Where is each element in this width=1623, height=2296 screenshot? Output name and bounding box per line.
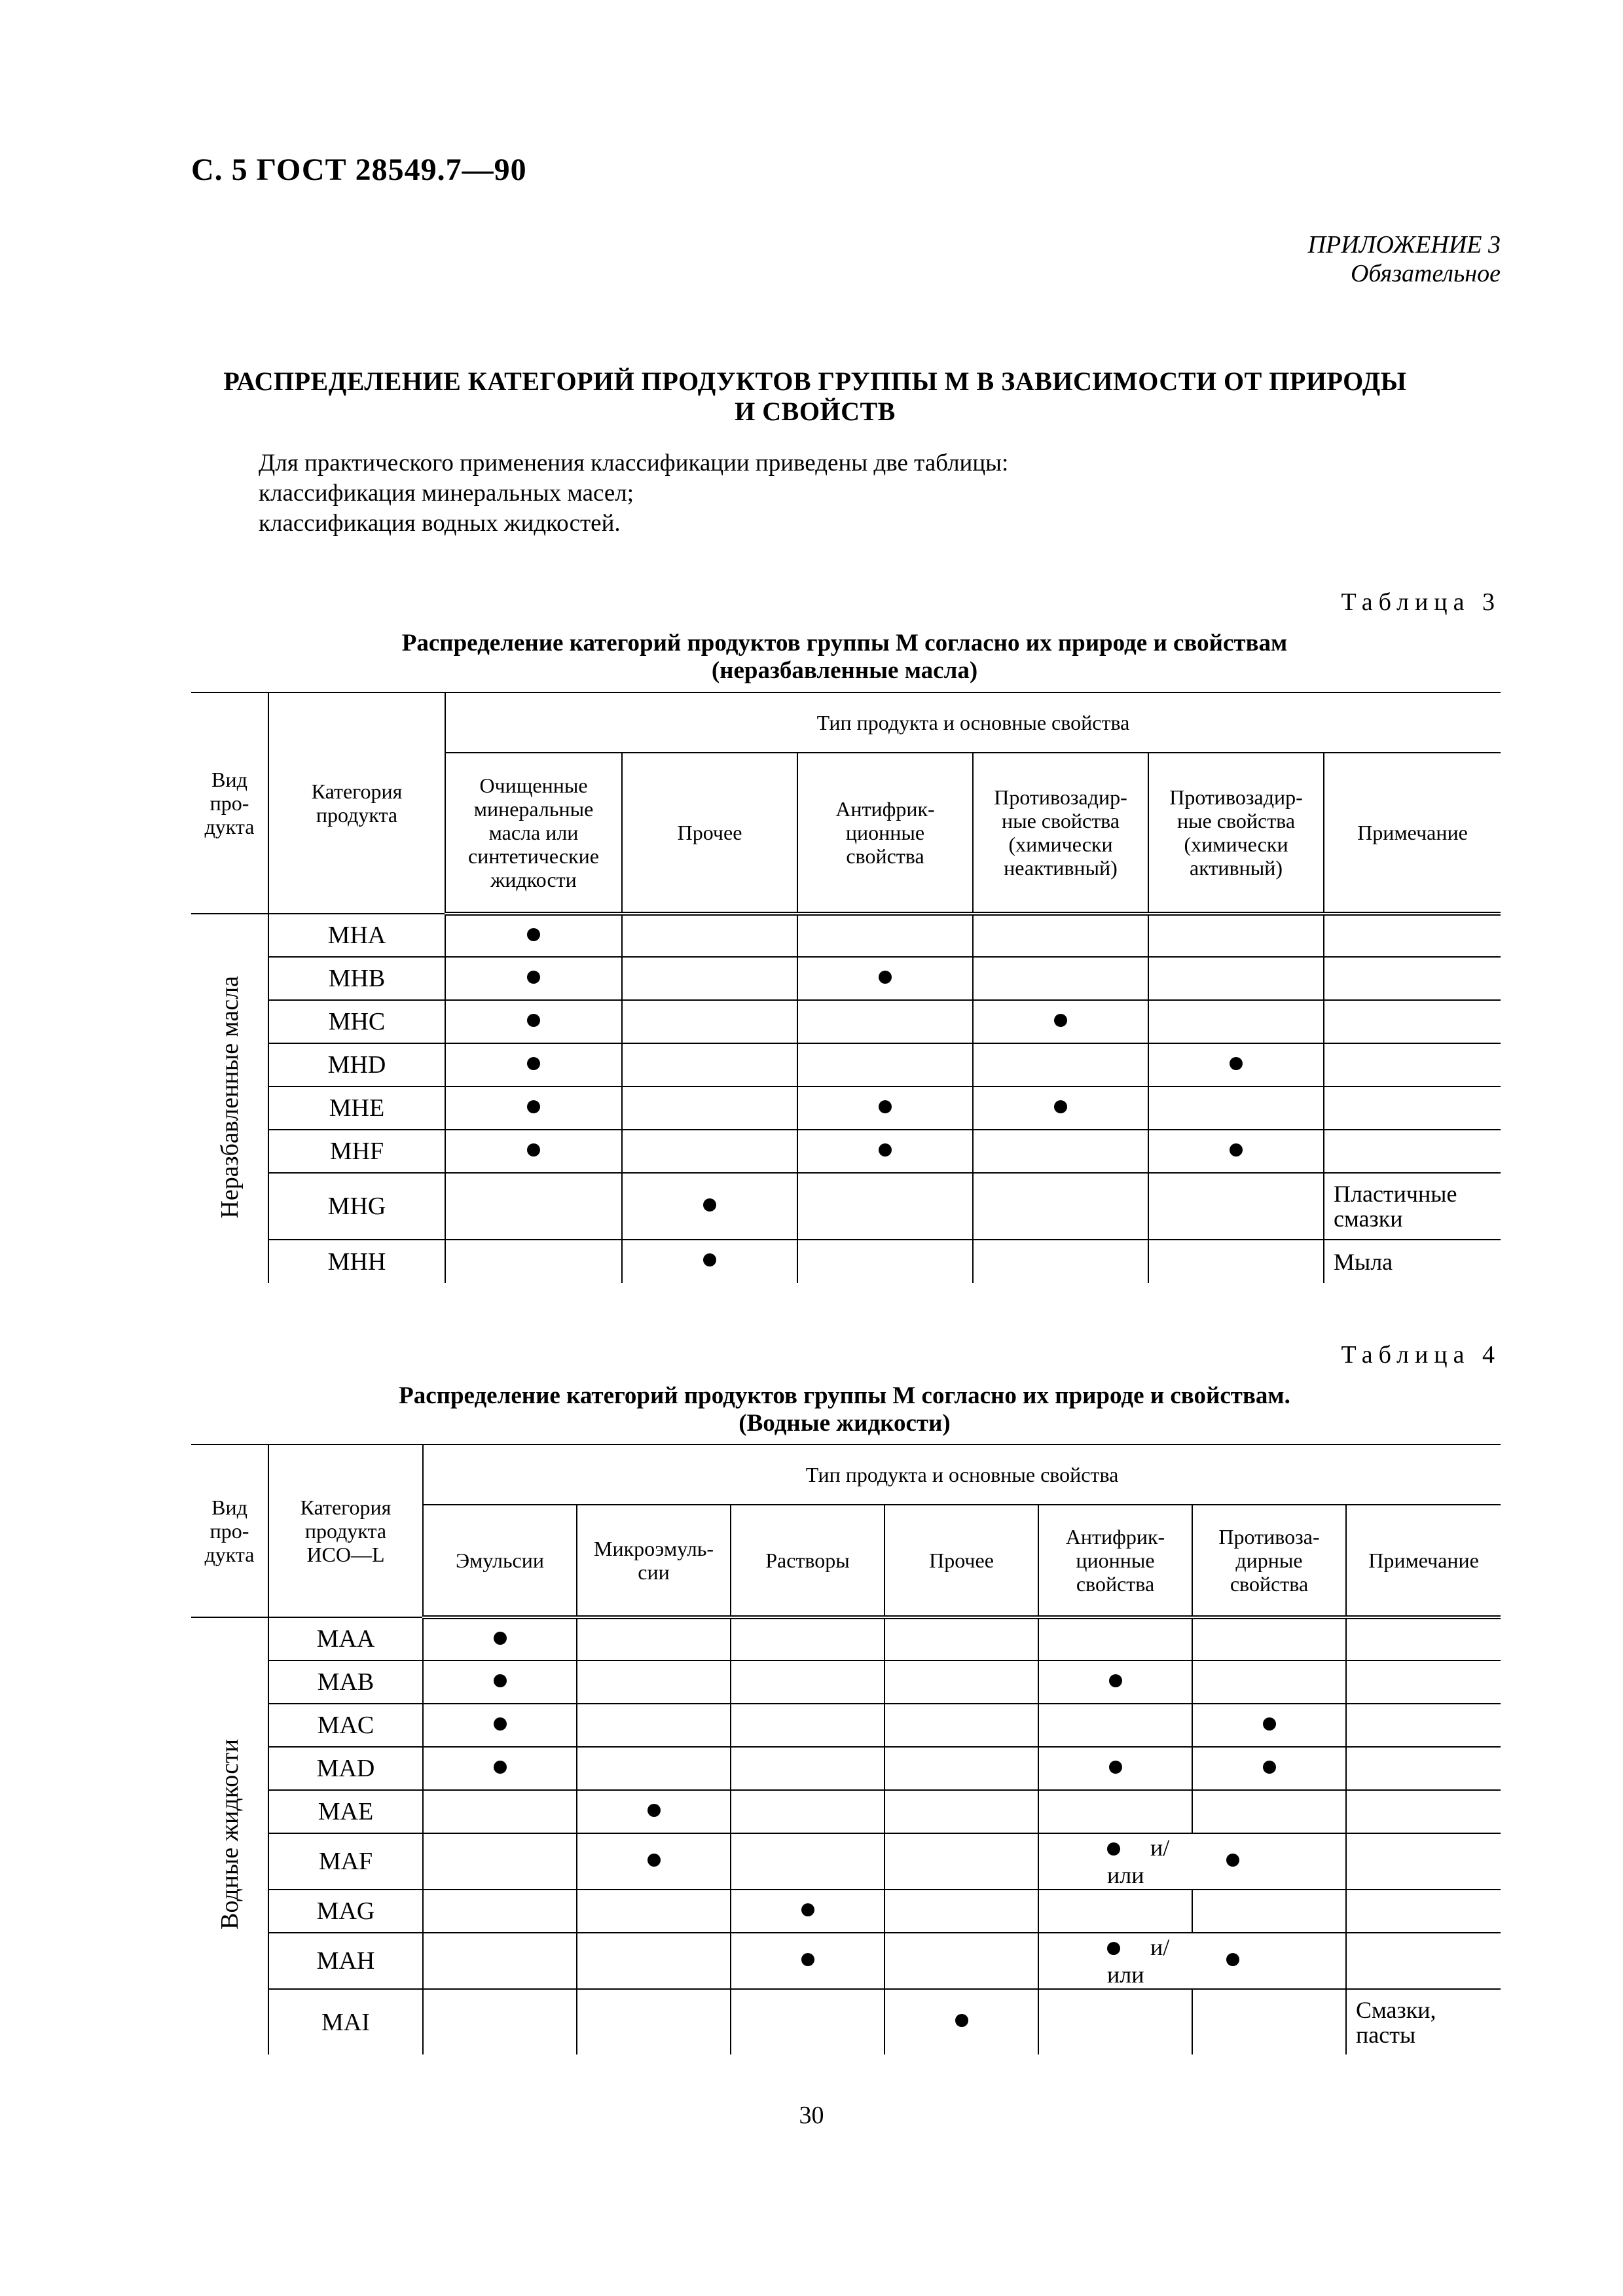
mark-cell: [577, 1790, 731, 1833]
mark-cell: [1038, 1660, 1192, 1704]
mark-cell: [577, 1933, 731, 1989]
mark-cell: [884, 1833, 1038, 1890]
mark-cell: [423, 1747, 577, 1790]
t3-head-group: Тип продукта и основные свойства: [445, 692, 1501, 753]
mark-cell: [1192, 1833, 1346, 1890]
category-cell: MAF: [268, 1833, 423, 1890]
t4-head-kind: Вид про- дукта: [191, 1444, 268, 1617]
table3: [191, 692, 1501, 1283]
t3-head-col-4: Противозадир- ные свойства (химически неактивный): [973, 753, 1148, 914]
dot-mark: [494, 1717, 507, 1731]
category-cell: MAB: [268, 1660, 423, 1704]
mark-cell: [731, 1660, 884, 1704]
mark-cell: [1148, 1000, 1324, 1043]
note-cell: [1324, 1130, 1501, 1173]
table-row: [191, 1790, 1501, 1833]
table-row: [191, 1043, 1501, 1086]
mark-cell: [1192, 1933, 1346, 1989]
mark-cell: [973, 914, 1148, 957]
dot-mark: [647, 1854, 661, 1867]
mark-cell: [1192, 1704, 1346, 1747]
mark-cell: [1038, 1933, 1192, 1989]
dot-mark: [1226, 1854, 1239, 1867]
t3-head-col-2: Прочее: [622, 753, 797, 914]
dot-mark: [494, 1632, 507, 1645]
dot-mark: [955, 2014, 968, 2027]
table-row: [191, 1086, 1501, 1130]
table-row: [191, 957, 1501, 1000]
mark-cell: [797, 957, 973, 1000]
table-row: [191, 1130, 1501, 1173]
or-text: и/или: [1107, 1934, 1170, 1988]
mark-cell: [577, 1660, 731, 1704]
mark-cell: [1148, 1086, 1324, 1130]
mark-cell: [1038, 1747, 1192, 1790]
mark-cell: [1148, 1240, 1324, 1283]
mark-cell: [622, 1173, 797, 1240]
mark-cell: [577, 1747, 731, 1790]
mark-cell: [423, 1890, 577, 1933]
table-row: [191, 1173, 1501, 1240]
t4-head-col-note: Примечание: [1346, 1505, 1501, 1617]
mark-cell: [1192, 1747, 1346, 1790]
category-cell: MAE: [268, 1790, 423, 1833]
kind-vertical-cell: [191, 914, 268, 1283]
dot-mark: [1109, 1674, 1122, 1687]
appendix-subtitle: Обязательное: [1350, 260, 1501, 287]
mark-cell: [797, 1043, 973, 1086]
mark-cell: [797, 1240, 973, 1283]
dot-mark: [879, 971, 892, 984]
mark-cell: [884, 1790, 1038, 1833]
dot-mark: [647, 1804, 661, 1817]
dot-mark: [1263, 1717, 1276, 1731]
category-cell: MHC: [268, 1000, 445, 1043]
t3-head-col-note: Примечание: [1324, 753, 1501, 914]
t3-head-kind: Вид про- дукта: [191, 692, 268, 914]
note-cell: Мыла: [1324, 1240, 1501, 1283]
dot-mark: [1230, 1143, 1243, 1157]
table-row: [191, 1617, 1501, 1660]
mark-cell: [731, 1617, 884, 1660]
dot-mark: [1226, 1953, 1239, 1966]
mark-cell: [1038, 1989, 1192, 2054]
t3-head-col-3: Антифрик- ционные свойства: [797, 753, 973, 914]
mark-cell: [445, 1130, 622, 1173]
dot-mark: [527, 1014, 540, 1027]
table-row: [191, 1660, 1501, 1704]
kind-vertical-label: Неразбавленные масла: [215, 975, 244, 1219]
note-cell: [1346, 1933, 1501, 1989]
mark-cell: [973, 1173, 1148, 1240]
mark-cell: [884, 1704, 1038, 1747]
mark-cell: [445, 1240, 622, 1283]
category-cell: MHE: [268, 1086, 445, 1130]
table4-label: Таблица 4: [1341, 1341, 1501, 1369]
mark-cell: [731, 1704, 884, 1747]
t4-head-col-5: Антифрик- ционные свойства: [1038, 1505, 1192, 1617]
intro-paragraph: [259, 448, 1008, 539]
mark-cell: [1148, 1043, 1324, 1086]
t4-head-group: Тип продукта и основные свойства: [423, 1444, 1501, 1505]
mark-cell: [423, 1660, 577, 1704]
dot-mark: [527, 1143, 540, 1157]
t4-head-col-4: Прочее: [884, 1505, 1038, 1617]
dot-mark: [494, 1761, 507, 1774]
mark-cell: [797, 914, 973, 957]
mark-cell: [445, 914, 622, 957]
t4-head-category: Категория продукта ИСО—L: [268, 1444, 423, 1617]
mark-cell: [622, 914, 797, 957]
mark-cell: [445, 957, 622, 1000]
mark-cell: [731, 1890, 884, 1933]
note-cell: [1324, 914, 1501, 957]
mark-cell: [445, 1173, 622, 1240]
page-number: 30: [799, 2102, 824, 2129]
mark-cell: [973, 1130, 1148, 1173]
table-row: [191, 1240, 1501, 1283]
intro-line: Для практического применения классификации приведены две таблицы:: [259, 450, 1009, 476]
mark-cell: [622, 1240, 797, 1283]
category-cell: MAC: [268, 1704, 423, 1747]
mark-cell: [423, 1790, 577, 1833]
category-cell: MAA: [268, 1617, 423, 1660]
mark-cell: [973, 1086, 1148, 1130]
dot-mark: [1109, 1761, 1122, 1774]
dot-mark: [879, 1143, 892, 1157]
dot-mark: [801, 1903, 814, 1916]
dot-mark: [494, 1674, 507, 1687]
appendix-label: [1308, 230, 1501, 288]
mark-cell: [884, 1617, 1038, 1660]
mark-cell: [577, 1833, 731, 1890]
mark-cell: [797, 1173, 973, 1240]
t3-head-category: Категория продукта: [268, 692, 445, 914]
dot-mark: [801, 1953, 814, 1966]
or-text: и/или: [1107, 1835, 1170, 1888]
category-cell: MHF: [268, 1130, 445, 1173]
mark-cell: [731, 1790, 884, 1833]
category-cell: MHD: [268, 1043, 445, 1086]
note-cell: [1324, 1000, 1501, 1043]
mark-cell: [423, 1933, 577, 1989]
heading-line-2: И СВОЙСТВ: [735, 397, 896, 426]
mark-cell: [577, 1890, 731, 1933]
table3-caption-line-2: (неразбавленные масла): [711, 657, 978, 684]
mark-cell: [1192, 1660, 1346, 1704]
note-cell: [1346, 1660, 1501, 1704]
note-cell: Пластичные смазки: [1324, 1173, 1501, 1240]
mark-cell: [445, 1000, 622, 1043]
mark-cell: [1038, 1790, 1192, 1833]
mark-cell: [797, 1130, 973, 1173]
t4-head-col-3: Растворы: [731, 1505, 884, 1617]
note-cell: [1346, 1833, 1501, 1890]
intro-line: классификация водных жидкостей.: [259, 510, 621, 537]
note-cell: [1346, 1747, 1501, 1790]
note-cell: [1346, 1890, 1501, 1933]
intro-line: классификация минеральных масел;: [259, 480, 634, 507]
table-row: [191, 1989, 1501, 2054]
mark-cell: [884, 1890, 1038, 1933]
mark-cell: [1038, 1890, 1192, 1933]
table-row: [191, 1000, 1501, 1043]
mark-cell: [731, 1989, 884, 2054]
dot-mark: [1107, 1942, 1120, 1955]
note-cell: [1346, 1617, 1501, 1660]
mark-cell: [577, 1704, 731, 1747]
table4-caption-line-1: Распределение категорий продуктов группы М согласно их природе и свойствам.: [399, 1382, 1290, 1409]
mark-cell: [973, 1043, 1148, 1086]
t3-head-col-1: Очищенные минеральные масла или синтетические жидкости: [445, 753, 622, 914]
mark-cell: [797, 1000, 973, 1043]
table3-label: Таблица 3: [1341, 588, 1501, 616]
dot-mark: [1054, 1100, 1067, 1113]
mark-cell: [731, 1747, 884, 1790]
category-cell: MAG: [268, 1890, 423, 1933]
mark-cell: [1038, 1617, 1192, 1660]
mark-cell: [622, 1000, 797, 1043]
category-cell: MHB: [268, 957, 445, 1000]
mark-cell: [423, 1704, 577, 1747]
dot-mark: [879, 1100, 892, 1113]
table-row: [191, 1933, 1501, 1989]
mark-cell: [973, 957, 1148, 1000]
mark-cell: [1192, 1989, 1346, 2054]
mark-cell: [884, 1660, 1038, 1704]
mark-cell: [622, 957, 797, 1000]
mark-cell: [423, 1833, 577, 1890]
mark-cell: [973, 1240, 1148, 1283]
mark-cell: [797, 1086, 973, 1130]
mark-cell: [1038, 1833, 1192, 1890]
mark-cell: [622, 1043, 797, 1086]
dot-mark: [703, 1253, 716, 1266]
category-cell: MHH: [268, 1240, 445, 1283]
t4-head-col-1: Эмульсии: [423, 1505, 577, 1617]
mark-cell: [423, 1617, 577, 1660]
note-cell: [1324, 957, 1501, 1000]
category-cell: MHA: [268, 914, 445, 957]
mark-cell: [1148, 1130, 1324, 1173]
heading-line-1: РАСПРЕДЕЛЕНИЕ КАТЕГОРИЙ ПРОДУКТОВ ГРУППЫ М В ЗАВИСИМОСТИ ОТ ПРИРОДЫ: [223, 367, 1407, 396]
table-row: [191, 1747, 1501, 1790]
mark-cell: [445, 1043, 622, 1086]
appendix-title: ПРИЛОЖЕНИЕ 3: [1307, 231, 1501, 259]
table-row: [191, 914, 1501, 957]
kind-vertical-cell: [191, 1617, 268, 2054]
note-cell: [1324, 1086, 1501, 1130]
mark-cell: [731, 1833, 884, 1890]
mark-cell: [973, 1000, 1148, 1043]
dot-mark: [703, 1198, 716, 1211]
page-header: С. 5 ГОСТ 28549.7—90: [191, 152, 527, 187]
table4-caption-line-2: (Водные жидкости): [739, 1410, 951, 1437]
dot-mark: [1263, 1761, 1276, 1774]
dot-mark: [1054, 1014, 1067, 1027]
note-cell: [1324, 1043, 1501, 1086]
dot-mark: [527, 971, 540, 984]
dot-mark: [1107, 1842, 1120, 1856]
note-cell: Смазки, пасты: [1346, 1989, 1501, 2054]
category-cell: MAI: [268, 1989, 423, 2054]
mark-cell: [884, 1933, 1038, 1989]
mark-cell: [622, 1130, 797, 1173]
dot-mark: [1230, 1057, 1243, 1070]
table-row: [191, 1833, 1501, 1890]
table3-caption-line-1: Распределение категорий продуктов группы М согласно их природе и свойствам: [401, 630, 1288, 656]
table-row: [191, 1890, 1501, 1933]
mark-cell: [577, 1617, 731, 1660]
t4-head-col-2: Микроэмуль- сии: [577, 1505, 731, 1617]
category-cell: MAH: [268, 1933, 423, 1989]
t3-head-col-5: Противозадир- ные свойства (химически активный): [1148, 753, 1324, 914]
dot-mark: [527, 1057, 540, 1070]
document-heading: [196, 367, 1434, 427]
table4: [191, 1444, 1501, 2054]
mark-cell: [445, 1086, 622, 1130]
dot-mark: [527, 1100, 540, 1113]
mark-cell: [1038, 1704, 1192, 1747]
t4-head-col-6: Противоза- дирные свойства: [1192, 1505, 1346, 1617]
mark-cell: [1148, 957, 1324, 1000]
mark-cell: [1148, 1173, 1324, 1240]
table4-caption: [196, 1382, 1493, 1437]
mark-cell: [423, 1989, 577, 2054]
mark-cell: [884, 1989, 1038, 2054]
dot-mark: [527, 928, 540, 941]
mark-cell: [1192, 1790, 1346, 1833]
note-cell: [1346, 1790, 1501, 1833]
category-cell: MAD: [268, 1747, 423, 1790]
category-cell: MHG: [268, 1173, 445, 1240]
mark-cell: [731, 1933, 884, 1989]
table3-caption: [196, 630, 1493, 685]
mark-cell: [1148, 914, 1324, 957]
kind-vertical-label: Водные жидкости: [215, 1739, 244, 1930]
mark-cell: [884, 1747, 1038, 1790]
mark-cell: [1192, 1617, 1346, 1660]
mark-cell: [622, 1086, 797, 1130]
table-row: [191, 1704, 1501, 1747]
mark-cell: [1192, 1890, 1346, 1933]
mark-cell: [577, 1989, 731, 2054]
note-cell: [1346, 1704, 1501, 1747]
